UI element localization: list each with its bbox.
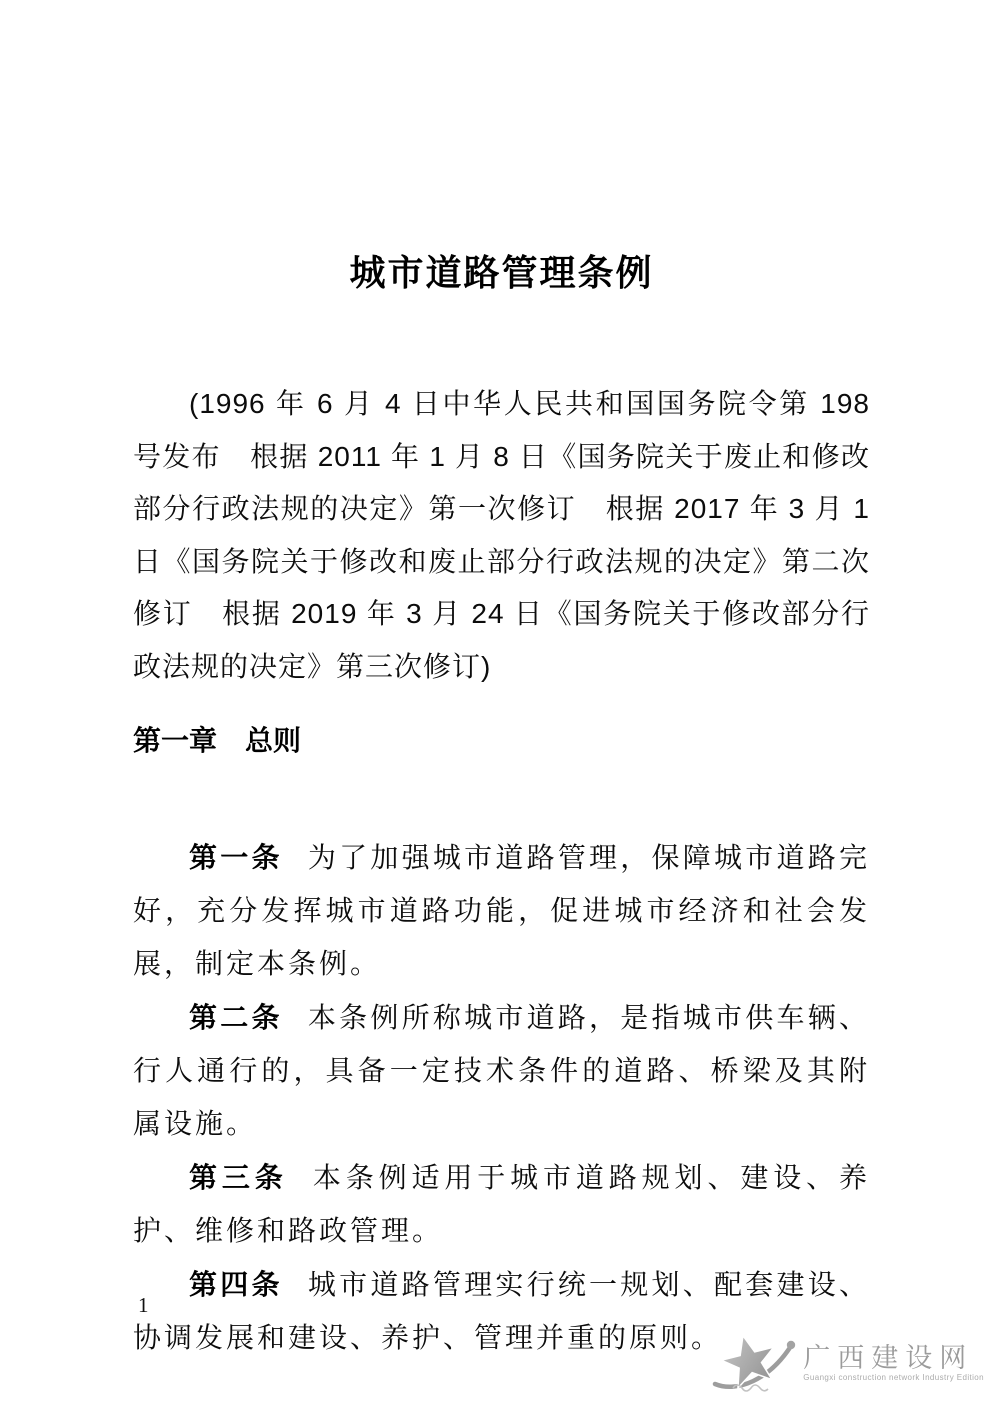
watermark-logo xyxy=(707,1330,984,1396)
star-icon xyxy=(707,1330,799,1396)
article-3-text: 本条例适用于城市道路规划、建设、养护、维修和路政管理。 xyxy=(133,1163,870,1247)
articles-section xyxy=(133,831,870,1365)
document-content xyxy=(133,0,870,1365)
preamble-paragraph: (1996 年 6 月 4 日中华人民共和国国务院令第 198 号发布 根据 2011 年 1 月 8 日《国务院关于废止和修改部分行政法规的决定》第一次修订 根据 2017 年 3 月 1 日《国务院关于修改和废止部分行政法规的决定》第二次修订 根据 2019 年 3 月 24 日《国务院关于修改部分行政法规的决定》第三次修订) xyxy=(133,388,870,682)
article-2-text: 本条例所称城市道路，是指城市供车辆、行人通行的，具备一定技术条件的道路、桥梁及其附属设施。 xyxy=(133,1003,870,1140)
chapter-heading: 第一章 总则 xyxy=(133,725,302,756)
article-1-text: 为了加强城市道路管理，保障城市道路完好，充分发挥城市道路功能，促进城市经济和社会发展，制定本条例。 xyxy=(133,843,870,980)
article-3-label: 第三条 xyxy=(189,1162,288,1193)
article-1-label: 第一条 xyxy=(189,842,283,873)
article-paragraph-3 xyxy=(133,1151,870,1258)
watermark-text-block xyxy=(803,1343,984,1383)
document-title: 城市道路管理条例 xyxy=(349,252,654,293)
article-4-label: 第四条 xyxy=(189,1269,283,1300)
article-4-text: 城市道路管理实行统一规划、配套建设、协调发展和建设、养护、管理并重的原则。 xyxy=(133,1270,870,1354)
page-number: 1 xyxy=(138,1293,149,1317)
article-paragraph-2 xyxy=(133,991,870,1151)
article-paragraph-1 xyxy=(133,831,870,991)
watermark-tagline: Guangxi construction network Industry Edition xyxy=(803,1373,984,1382)
watermark-site-name: 广西建设网 xyxy=(803,1343,974,1373)
article-2-label: 第二条 xyxy=(189,1002,283,1033)
